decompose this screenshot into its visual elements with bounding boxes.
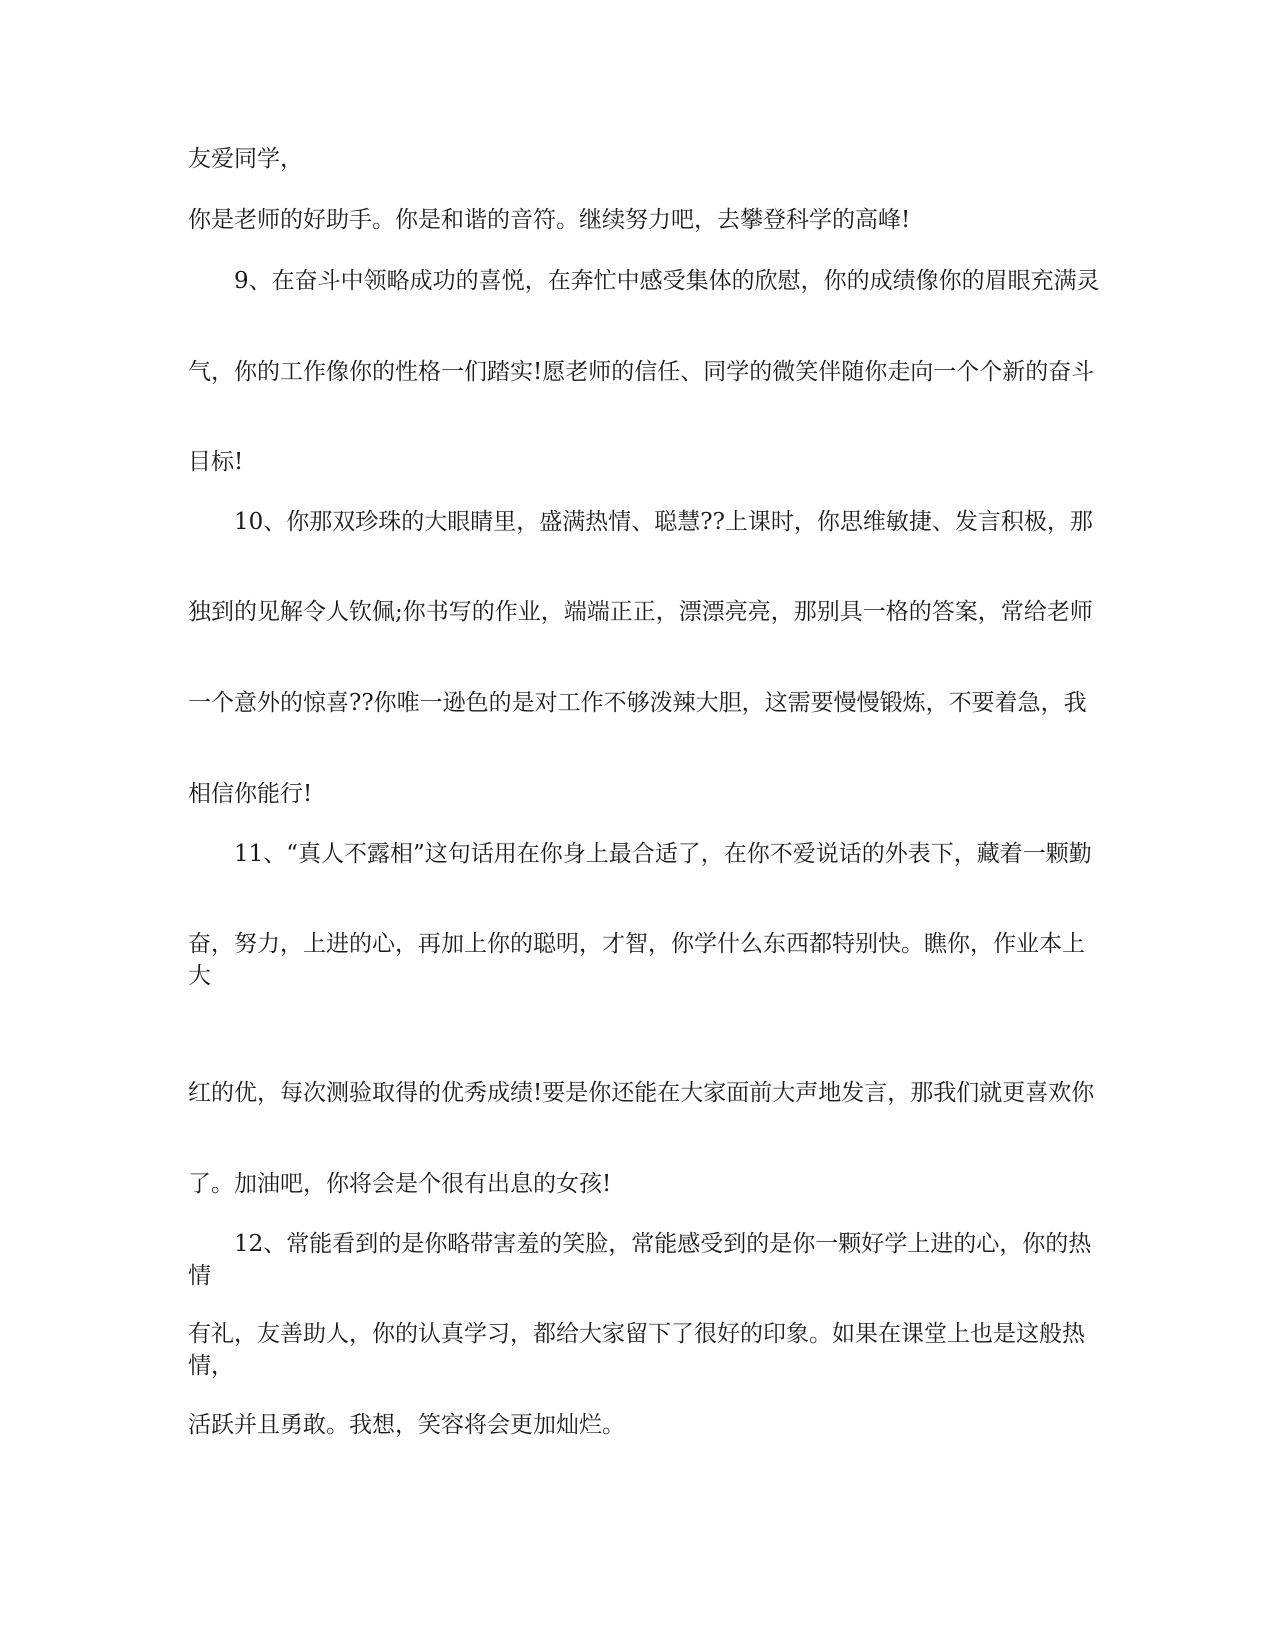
paragraph: 目标!	[188, 449, 244, 475]
paragraph: 红的优，每次测验取得的优秀成绩!要是你还能在大家面前大声地发言，那我们就更喜欢你	[188, 1080, 1095, 1106]
paragraph: 12、常能看到的是你略带害羞的笑脸，常能感受到的是你一颗好学上进的心，你的热情	[188, 1231, 1092, 1289]
paragraph: 奋，努力，上进的心，再加上你的聪明，才智，你学什么东西都特别快。瞧你，作业本上大	[188, 931, 1085, 989]
paragraph: 友爱同学，	[188, 146, 303, 172]
paragraph: 气，你的工作像你的性格一们踏实!愿老师的信任、同学的微笑伴随你走向一个个新的奋斗	[188, 359, 1095, 385]
paragraph: 有礼，友善助人，你的认真学习，都给大家留下了很好的印象。如果在课堂上也是这般热情，	[188, 1321, 1085, 1379]
paragraph: 10、你那双珍珠的大眼睛里，盛满热情、聪慧??上课时，你思维敏捷、发言积极，那	[234, 509, 1093, 535]
paragraph: 9、在奋斗中领略成功的喜悦，在奔忙中感受集体的欣慰，你的成绩像你的眉眼充满灵	[234, 268, 1100, 294]
paragraph: 你是老师的好助手。你是和谐的音符。继续努力吧，去攀登科学的高峰!	[188, 207, 911, 233]
paragraph: 了。加油吧，你将会是个很有出息的女孩!	[188, 1171, 612, 1197]
paragraph: 一个意外的惊喜??你唯一逊色的是对工作不够泼辣大胆，这需要慢慢锻炼，不要着急，我	[188, 690, 1087, 716]
paragraph: 相信你能行!	[188, 781, 313, 807]
paragraph: 独到的见解令人钦佩;你书写的作业，端端正正，漂漂亮亮，那别具一格的答案，常给老师	[188, 599, 1093, 625]
paragraph: 11、“真人不露相”这句话用在你身上最合适了，在你不爱说话的外表下，藏着一颗勤	[234, 841, 1092, 867]
paragraph: 活跃并且勇敢。我想，笑容将会更加灿烂。	[188, 1412, 625, 1438]
